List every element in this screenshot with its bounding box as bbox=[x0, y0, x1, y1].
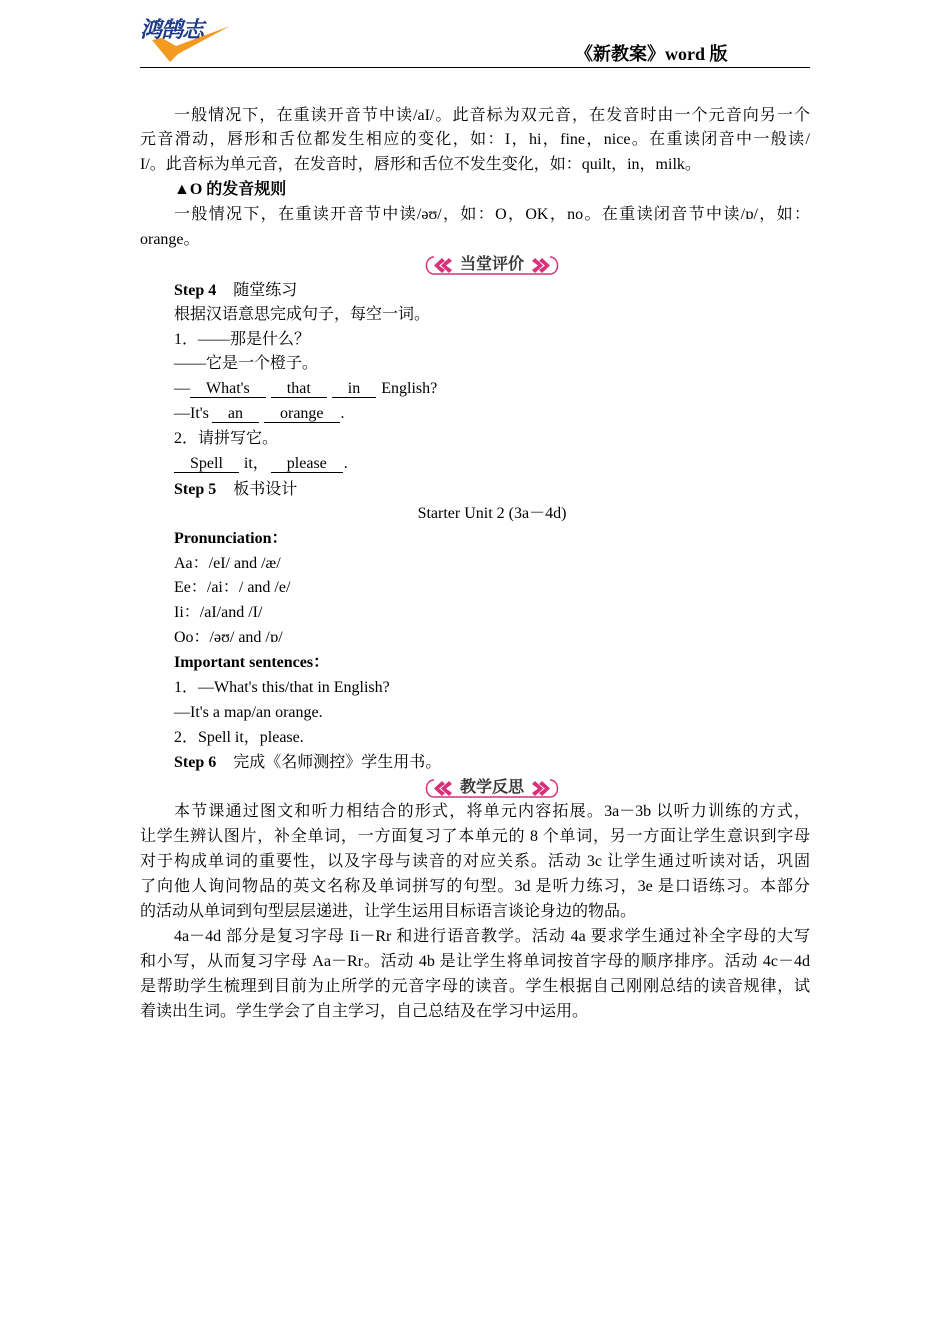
sentence-item: 2．Spell it，please. bbox=[174, 728, 304, 746]
answer-blank: Spell bbox=[174, 455, 239, 473]
step4-question-2: 2．请拼写它。 bbox=[174, 430, 279, 448]
step4-heading bbox=[140, 278, 810, 303]
sentences-label: Important sentences： bbox=[174, 654, 330, 672]
step4-question-1b: ——它是一个橙子。 bbox=[174, 355, 319, 373]
header-title: 《新教案》word 版 bbox=[575, 44, 728, 64]
answer-blank: orange bbox=[264, 405, 340, 423]
o-rule-line-2: orange。 bbox=[140, 230, 200, 248]
section-banner-evaluation bbox=[140, 253, 810, 278]
answer-blank: in bbox=[332, 380, 376, 398]
sentence-item: 1．—What's this/that in English? bbox=[174, 678, 390, 696]
answer-blank: that bbox=[271, 380, 327, 398]
pronunciation-item: Ii：/aI/and /I/ bbox=[174, 604, 263, 622]
logo-text: 鸿鹄志 bbox=[140, 18, 204, 43]
reflection-p1-line: 的活动从单词到句型层层递进，让学生运用目标语言谈论身边的物品。 bbox=[140, 903, 637, 920]
brand-logo bbox=[138, 16, 234, 64]
pronunciation-item: Oo：/əʊ/ and /ɒ/ bbox=[174, 629, 283, 647]
step-title: 板书设计 bbox=[233, 478, 298, 498]
pronunciation-item: Ee：/ai：/ and /e/ bbox=[174, 579, 291, 597]
step4-instruction: 根据汉语意思完成句子，每空一词。 bbox=[174, 305, 431, 323]
reflection-p1-line: 本节课通过图文和听力相结合的形式，将单元内容拓展。3a－3b 以听力训练的方式， bbox=[174, 803, 810, 821]
i-rule-line-1: 一般情况下，在重读开音节中读/aI/。此音标为双元音，在发音时由一个元音向另一个 bbox=[174, 106, 810, 124]
step6-text: 完成《名师测控》学生用书。 bbox=[233, 753, 442, 771]
board-title: Starter Unit 2 (3a－4d) bbox=[417, 504, 567, 522]
document-body bbox=[140, 104, 810, 1025]
reflection-p1-line: 了向他人询问物品的英文名称及单词拼写的句型。3d 是听力练习，3e 是口语练习。本部分 bbox=[140, 878, 810, 896]
reflection-p2-line: 和小写，从而复习字母 Aa－Rr。活动 4b 是让学生将单词按首字母的顺序排序。活动 4c－4d bbox=[140, 952, 810, 970]
o-rule-line-1: 一般情况下，在重读开音节中读/əʊ/，如：O，OK，no。在重读闭音节中读/ɒ/，如： bbox=[174, 206, 810, 224]
step-title: 随堂练习 bbox=[233, 279, 298, 299]
step6-line bbox=[140, 751, 810, 776]
reflection-p1-line: 让学生辨认图片，补全单词，一方面复习了本单元的 8 个单词，另一方面让学生意识到字母 bbox=[140, 828, 810, 846]
reflection-p2-line: 4a－4d 部分是复习字母 Ii－Rr 和进行语音教学。活动 4a 要求学生通过补全字母的大写 bbox=[174, 927, 810, 945]
step4-answer-3 bbox=[140, 452, 810, 477]
step4-question-1: 1．——那是什么？ bbox=[174, 330, 311, 348]
reflection-p2-line: 是帮助学生梳理到目前为止所学的元音字母的读音。学生根据自己刚刚总结的读音规律，试 bbox=[140, 977, 810, 995]
answer-prefix: — bbox=[174, 380, 190, 398]
reflection-p2-line: 着读出生词。学生学会了自主学习，自己总结及在学习中运用。 bbox=[140, 1002, 589, 1020]
answer-prefix: —It's bbox=[174, 405, 209, 423]
pronunciation-item: Aa：/eI/ and /æ/ bbox=[174, 554, 281, 572]
reflection-p1-line: 对于构成单词的重要性，以及字母与读音的对应关系。活动 3c 让学生通过听读对话，巩固 bbox=[140, 853, 810, 871]
step4-answer-2 bbox=[140, 402, 810, 427]
answer-blank: an bbox=[212, 405, 259, 423]
answer-suffix: . bbox=[340, 405, 345, 423]
pronunciation-label: Pronunciation： bbox=[174, 529, 288, 547]
step4-answer-1 bbox=[140, 377, 810, 402]
step5-heading bbox=[140, 477, 810, 502]
banner-title: 教学反思 bbox=[459, 776, 524, 796]
answer-suffix: . bbox=[343, 454, 348, 472]
step-label: Step 4 bbox=[174, 281, 217, 299]
step-label: Step 5 bbox=[174, 480, 217, 498]
sentence-item: —It's a map/an orange. bbox=[174, 703, 323, 721]
answer-blank: What's bbox=[190, 380, 266, 398]
header-divider bbox=[140, 67, 810, 68]
o-rule-heading: ▲O 的发音规则 bbox=[174, 181, 287, 199]
answer-middle: it， bbox=[243, 454, 269, 472]
banner-title: 当堂评价 bbox=[459, 254, 524, 274]
answer-blank: please bbox=[271, 455, 343, 473]
answer-suffix: English? bbox=[381, 380, 438, 398]
i-rule-line-2: 元音滑动，唇形和舌位都发生相应的变化，如：I，hi，fine，nice。在重读闭音中一般读/ bbox=[140, 131, 810, 149]
section-banner-reflection bbox=[140, 776, 810, 801]
i-rule-line-3: I/。此音标为单元音，在发音时，唇形和舌位不发生变化，如：quilt，in，milk。 bbox=[140, 156, 701, 174]
step-label: Step 6 bbox=[174, 753, 217, 771]
